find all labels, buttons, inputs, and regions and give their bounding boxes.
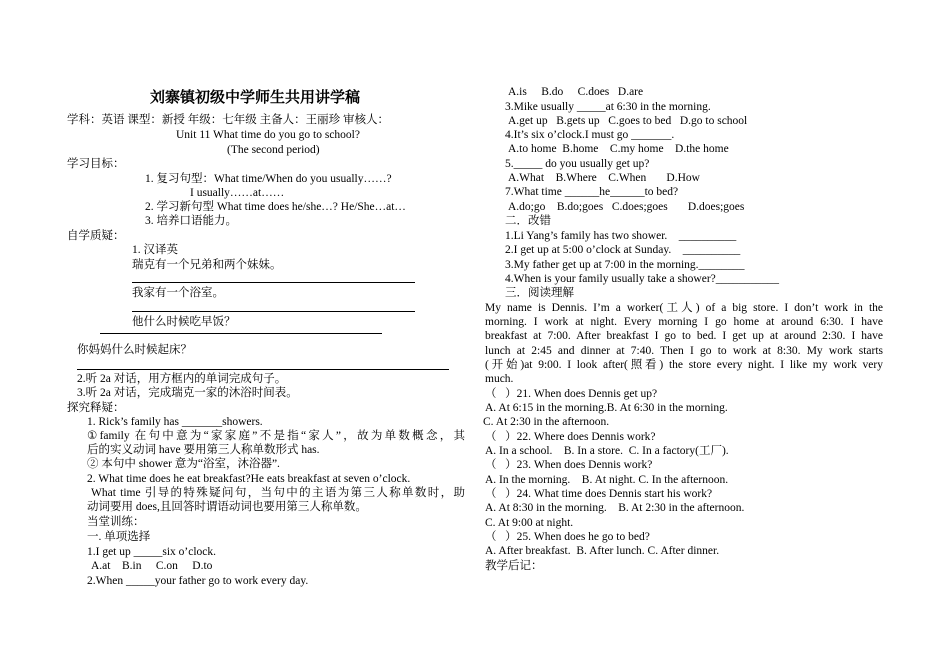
- correction-4: 4.When is your family usually take a shower?___________: [505, 273, 780, 285]
- self-study-heading: 自学质疑：: [67, 230, 125, 242]
- question-4: 4.It’s six o’clock.I must go _______.: [505, 129, 675, 141]
- correction-3: 3.My father get up at 7:00 in the morning.________: [505, 259, 745, 271]
- explore-note-1a: ①family 在句中意为“家家庭”不是指“家人”，故为单数概念，其: [87, 430, 465, 442]
- reading-question-21-options-cont: C. At 2:30 in the afternoon.: [483, 416, 610, 428]
- answer-line: [132, 282, 415, 283]
- section-2-heading: 二．改错: [505, 215, 551, 227]
- practice-heading: 当堂训练：: [87, 516, 145, 528]
- question-1-options: A.at B.in C.on D.to: [91, 560, 213, 572]
- task-2: 2.听 2a 对话，用方框内的单词完成句子。: [77, 373, 287, 385]
- unit-title: Unit 11 What time do you go to school?: [176, 129, 360, 141]
- reading-passage-line: (开始)at 9:00. I look after(照看) the store every night. I like my work very: [485, 359, 883, 371]
- reading-question-24-options-cont: C. At 9:00 at night.: [485, 517, 574, 529]
- answer-line: [132, 311, 415, 312]
- explore-note-1b: ② 本句中 shower 意为“浴室，沐浴器”.: [87, 458, 280, 470]
- reading-question-21: （ ）21. When does Dennis get up?: [485, 388, 658, 400]
- reading-question-23: （ ）23. When does Dennis work?: [485, 459, 653, 471]
- reading-question-24: （ ）24. What time does Dennis start his work?: [485, 488, 713, 500]
- translation-item-2: 我家有一个浴室。: [132, 287, 224, 299]
- reading-passage-line: lunch at 2:45 and dinner at 7:40. Then I go to work at 8:30. My work starts: [485, 345, 883, 357]
- explore-note-1a-cont: 后的实义动词 have 要用第三人称单数形式 has.: [87, 444, 320, 456]
- section-3-heading: 三．阅读理解: [505, 287, 574, 299]
- question-7-options: A.do;go B.do;goes C.does;goes D.does;goes: [508, 201, 745, 213]
- answer-line: [77, 369, 449, 370]
- reading-question-25: （ ）25. When does he go to bed?: [485, 531, 650, 543]
- reading-question-22-options: A. In a school. B. In a store. C. In a factory(工厂).: [485, 445, 729, 457]
- translation-heading: 1. 汉译英: [132, 244, 178, 256]
- reading-passage-line: much.: [485, 373, 514, 385]
- question-3-options: A.get up B.gets up C.goes to bed D.go to school: [508, 115, 748, 127]
- correction-1: 1.Li Yang’s family has two shower. __________: [505, 230, 737, 242]
- task-3: 3.听 2a 对话，完成瑞克一家的沐浴时间表。: [77, 387, 298, 399]
- reading-passage-line: breakfast at 7:00. After breakfast I go to bed. I get up at around 2:30. I have: [485, 330, 883, 342]
- translation-item-3: 他什么时候吃早饭？: [132, 316, 236, 328]
- goals-heading: 学习目标：: [67, 158, 125, 170]
- goal-1-pattern: I usually……at……: [190, 187, 285, 199]
- explore-note-2a-cont: 动词要用 does,且回答时谓语动词也要用第三人称单数。: [87, 501, 367, 513]
- question-7: 7.What time ______he______to bed?: [505, 186, 679, 198]
- question-2-options: A.is B.do C.does D.are: [508, 86, 644, 98]
- question-4-options: A.to home B.home C.my home D.the home: [508, 143, 729, 155]
- goal-3: 3. 培养口语能力。: [145, 215, 237, 227]
- section-1-heading: 一. 单项选择: [87, 531, 151, 543]
- reading-question-22: （ ）22. Where does Dennis work?: [485, 431, 656, 443]
- teaching-notes-heading: 教学后记：: [485, 560, 543, 572]
- document-title: 刘寨镇初级中学师生共用讲学稿: [150, 90, 361, 106]
- question-5-options: A.What B.Where C.When D.How: [508, 172, 700, 184]
- reading-passage-line: My name is Dennis. I’m a worker(工人) of a big store. I don’t work in the: [485, 302, 883, 314]
- goal-2: 2. 学习新句型 What time does he/she…? He/She…at…: [145, 201, 406, 213]
- reading-passage-line: morning. I work at night. Every morning I go home at around 6:30. I have: [485, 316, 883, 328]
- explore-note-2a: What time 引导的特殊疑问句，当句中的主语为第三人称单数时，助: [91, 487, 465, 499]
- reading-question-23-options: A. In the morning. B. At night. C. In the afternoon.: [485, 474, 729, 486]
- question-3: 3.Mike usually _____at 6:30 in the morning.: [505, 101, 711, 113]
- reading-question-25-options: A. After breakfast. B. After lunch. C. After dinner.: [485, 545, 720, 557]
- meta-line: 学科：英语 课型：新授 年级：七年级 主备人：王丽珍 审核人：: [67, 114, 389, 126]
- question-1: 1.I get up _____six o’clock.: [87, 546, 217, 558]
- goal-1: 1. 复习句型：What time/When do you usually……?: [145, 173, 392, 185]
- reading-question-21-options: A. At 6:15 in the morning.B. At 6:30 in the morning.: [485, 402, 728, 414]
- correction-2: 2.I get up at 5:00 o’clock at Sunday. __________: [505, 244, 741, 256]
- question-5: 5._____ do you usually get up?: [505, 158, 650, 170]
- explore-item-1: 1. Rick’s family has _______showers.: [87, 416, 263, 428]
- period-title: (The second period): [227, 144, 320, 156]
- reading-question-24-options: A. At 8:30 in the morning. B. At 2:30 in the afternoon.: [485, 502, 745, 514]
- explore-item-2: 2. What time does he eat breakfast?He eats breakfast at seven o’clock.: [87, 473, 411, 485]
- question-2: 2.When _____your father go to work every day.: [87, 575, 309, 587]
- translation-item-1: 瑞克有一个兄弟和两个妹妹。: [132, 259, 282, 271]
- explore-heading: 探究释疑：: [67, 402, 125, 414]
- translation-item-4: 你妈妈什么时候起床？: [77, 344, 192, 356]
- answer-line: [100, 333, 382, 334]
